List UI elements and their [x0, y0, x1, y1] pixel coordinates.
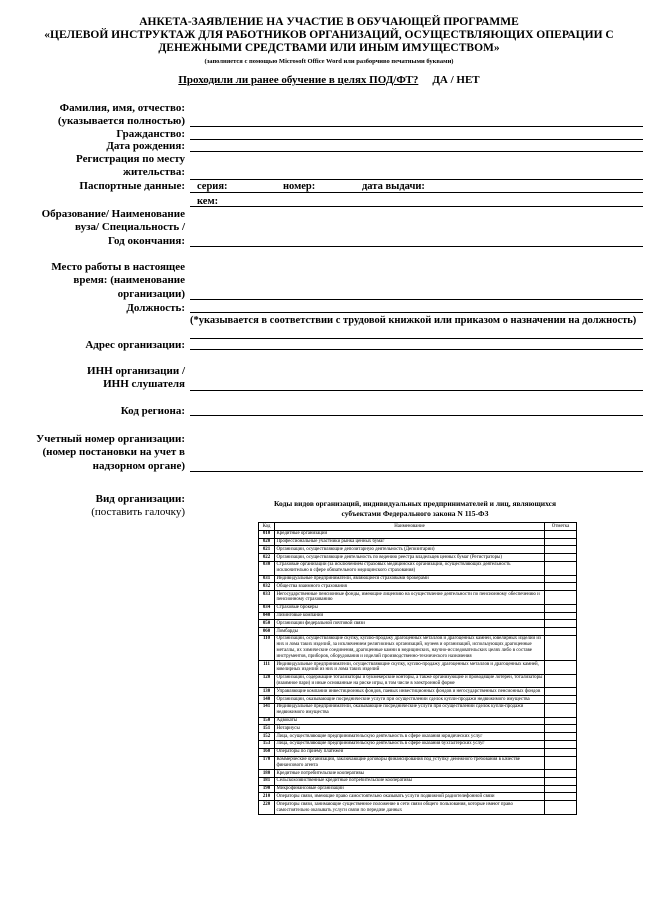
row-name: Операторы по приему платежей	[275, 748, 545, 756]
row-name: Негосударственные пенсионные фонды, имеющие лицензию на осуществление деятельности по пенсионному обеспечению и пенсионному страхованию	[275, 591, 545, 605]
table-row	[259, 538, 577, 546]
education-field[interactable]	[190, 246, 643, 247]
table-row	[259, 688, 577, 696]
registration-field[interactable]	[190, 179, 643, 180]
inn-field[interactable]	[190, 390, 643, 391]
row-mark-checkbox[interactable]	[545, 591, 577, 605]
fill-instructions: (заполняется с помощью Microsoft Office Word или разборчиво печатными буквами)	[204, 58, 454, 65]
workplace-label: Место работы в настоящее время: (наименование организации)	[51, 261, 185, 300]
row-code: 152	[259, 733, 275, 741]
citizenship-field[interactable]	[190, 139, 643, 140]
row-code: 150	[259, 717, 275, 725]
table-row	[259, 530, 577, 538]
org-address-field[interactable]	[190, 349, 643, 350]
row-name: Страховые организации (за исключением страховых медицинских организаций, осуществляющих деятельность исключительно в сфере обязательного медицинского страхования)	[275, 561, 545, 575]
title-line: «ЦЕЛЕВОЙ ИНСТРУКТАЖ ДЛЯ РАБОТНИКОВ ОРГАНИЗАЦИЙ, ОСУЩЕСТВЛЯЮЩИХ ОПЕРАЦИИ С	[44, 29, 614, 41]
row-code: 170	[259, 756, 275, 770]
row-mark-checkbox[interactable]	[545, 703, 577, 717]
row-mark-checkbox[interactable]	[545, 530, 577, 538]
row-mark-checkbox[interactable]	[545, 777, 577, 785]
table-row	[259, 801, 577, 815]
row-name: Индивидуальные предприниматели, оказывающие посреднические услуги при осуществлении сделок купли-продажи недвижимого имущества	[275, 703, 545, 717]
row-mark-checkbox[interactable]	[545, 628, 577, 636]
row-code: 050	[259, 620, 275, 628]
row-code: 031	[259, 575, 275, 583]
row-name: Сельскохозяйственные кредитные потребительские кооперативы	[275, 777, 545, 785]
region-code-field[interactable]	[190, 415, 643, 416]
row-mark-checkbox[interactable]	[545, 756, 577, 770]
row-mark-checkbox[interactable]	[545, 785, 577, 793]
row-name: Организации, осуществляющие скупку, куплю-продажу драгоценных металлов и драгоценных камней, ювелирных изделий из них и лома таких изделий, за исключением религиозных организаций, музеев и организаций, использующих драгоценные металлы, их химические соединения, драгоценные камни в медицинских, научно-исследовательских целях либо в составе инструментов, приборов, оборудования и изделий производственно-технического назначения	[275, 635, 545, 660]
org-type-label: Вид организации: (поставить галочку)	[91, 493, 185, 519]
row-code: 032	[259, 583, 275, 591]
passport-label: Паспортные данные:	[79, 180, 185, 192]
row-code: 181	[259, 777, 275, 785]
table-row	[259, 740, 577, 748]
passport-issuer-label: кем:	[197, 196, 219, 207]
table-row	[259, 628, 577, 636]
table-row	[259, 635, 577, 660]
row-name: Организации, оказывающие посреднические услуги при осуществлении сделок купли-продажи недвижимого имущества	[275, 696, 545, 704]
row-code: 141	[259, 703, 275, 717]
birth-date-field[interactable]	[190, 151, 643, 152]
row-code: 030	[259, 561, 275, 575]
title-line: АНКЕТА-ЗАЯВЛЕНИЕ НА УЧАСТИЕ В ОБУЧАЮЩЕЙ ПРОГРАММЕ	[139, 16, 519, 28]
row-mark-checkbox[interactable]	[545, 546, 577, 554]
position-note-line	[190, 338, 643, 339]
row-name: Управляющие компании инвестиционных фондов, паевых инвестиционных фондов и негосударственных пенсионных фондов	[275, 688, 545, 696]
passport-issuer-field[interactable]	[190, 206, 643, 207]
passport-date-label: дата выдачи:	[362, 181, 425, 192]
registration-label: Регистрация по месту жительства:	[76, 153, 185, 179]
row-mark-checkbox[interactable]	[545, 674, 577, 688]
table-row	[259, 785, 577, 793]
row-mark-checkbox[interactable]	[545, 538, 577, 546]
row-name: Организации федеральной почтовой связи	[275, 620, 545, 628]
row-name: Нотариусы	[275, 725, 545, 733]
header-name: Наименование	[275, 523, 545, 531]
table-row	[259, 604, 577, 612]
row-name: Общества взаимного страхования	[275, 583, 545, 591]
codes-table-title: Коды видов организаций, индивидуальных предпринимателей и лиц, являющихся субъектами Федерального закона N 115-ФЗ	[273, 499, 557, 518]
yes-no-answer[interactable]: ДА / НЕТ	[432, 74, 480, 86]
row-mark-checkbox[interactable]	[545, 717, 577, 725]
table-row	[259, 748, 577, 756]
table-row	[259, 756, 577, 770]
table-row	[259, 777, 577, 785]
table-row	[259, 575, 577, 583]
row-name: Индивидуальные предприниматели, являющиеся страховыми брокерами	[275, 575, 545, 583]
passport-number-label: номер:	[283, 181, 316, 192]
position-field[interactable]	[190, 312, 643, 313]
citizenship-label: Гражданство:	[116, 128, 185, 140]
row-mark-checkbox[interactable]	[545, 604, 577, 612]
row-code: 190	[259, 785, 275, 793]
region-code-label: Код региона:	[120, 405, 185, 417]
row-mark-checkbox[interactable]	[545, 575, 577, 583]
row-name: Операторы связи, занимающие существенное положение в сети связи общего пользования, которые имеют право самостоятельно оказывать услуги связи по передаче данных	[275, 801, 545, 815]
row-mark-checkbox[interactable]	[545, 740, 577, 748]
row-mark-checkbox[interactable]	[545, 770, 577, 778]
row-mark-checkbox[interactable]	[545, 733, 577, 741]
row-mark-checkbox[interactable]	[545, 583, 577, 591]
row-mark-checkbox[interactable]	[545, 748, 577, 756]
row-code: 140	[259, 696, 275, 704]
table-row	[259, 546, 577, 554]
row-name: Операторы связи, имеющие право самостоятельно оказывать услуги подвижной радиотелефонной связи	[275, 793, 545, 801]
table-row	[259, 696, 577, 704]
row-name: Профессиональные участники рынка ценных бумаг	[275, 538, 545, 546]
row-mark-checkbox[interactable]	[545, 801, 577, 815]
row-mark-checkbox[interactable]	[545, 635, 577, 660]
org-codes-table	[258, 522, 577, 815]
table-row	[259, 733, 577, 741]
row-mark-checkbox[interactable]	[545, 612, 577, 620]
row-name: Микрофинансовые организации	[275, 785, 545, 793]
row-name: Адвокаты	[275, 717, 545, 725]
row-code: 210	[259, 793, 275, 801]
workplace-field[interactable]	[190, 299, 643, 300]
position-label: Должность:	[126, 302, 185, 314]
row-code: 110	[259, 635, 275, 660]
org-address-label: Адрес организации:	[85, 339, 185, 351]
row-mark-checkbox[interactable]	[545, 661, 577, 675]
row-code: 033	[259, 591, 275, 605]
table-row	[259, 793, 577, 801]
table-row	[259, 554, 577, 562]
row-code: 130	[259, 688, 275, 696]
row-name: Организации, осуществляющие депозитарную деятельность (Депозитарии)	[275, 546, 545, 554]
passport-field[interactable]	[190, 192, 643, 193]
row-code: 180	[259, 770, 275, 778]
table-row	[259, 770, 577, 778]
row-code: 022	[259, 554, 275, 562]
row-name: Кредитные потребительские кооперативы	[275, 770, 545, 778]
row-name: Страховые брокеры	[275, 604, 545, 612]
row-mark-checkbox[interactable]	[545, 725, 577, 733]
account-number-field[interactable]	[190, 471, 643, 472]
row-code: 021	[259, 546, 275, 554]
row-name: Лица, осуществляющие предпринимательскую деятельность в сфере оказания бухгалтерских услуг	[275, 740, 545, 748]
position-note: (*указывается в соответствии с трудовой книжкой или приказом о назначении на должность)	[190, 315, 637, 326]
row-mark-checkbox[interactable]	[545, 696, 577, 704]
header-mark: Отметка	[545, 523, 577, 531]
fio-label: Фамилия, имя, отчество: (указывается полностью)	[57, 102, 185, 128]
row-code: 060	[259, 628, 275, 636]
row-mark-checkbox[interactable]	[545, 620, 577, 628]
header-code: Код	[259, 523, 275, 531]
fio-field[interactable]	[190, 126, 643, 127]
row-code: 010	[259, 530, 275, 538]
inn-label: ИНН организации / ИНН слушателя	[87, 365, 185, 391]
row-mark-checkbox[interactable]	[545, 793, 577, 801]
table-header-row	[259, 523, 577, 531]
row-mark-checkbox[interactable]	[545, 688, 577, 696]
table-row	[259, 612, 577, 620]
row-code: 034	[259, 604, 275, 612]
education-label: Образование/ Наименование вуза/ Специальность / Год окончания:	[41, 208, 185, 247]
row-code: 153	[259, 740, 275, 748]
table-row	[259, 620, 577, 628]
account-number-label: Учетный номер организации: (номер постановки на учет в надзорном органе)	[36, 433, 185, 472]
table-row	[259, 591, 577, 605]
birth-date-label: Дата рождения:	[106, 140, 185, 152]
row-code: 120	[259, 674, 275, 688]
table-row	[259, 703, 577, 717]
row-name: Коммерческие организации, заключающие договоры финансирования под уступку денежного требования в качестве финансового агента	[275, 756, 545, 770]
row-name: Организации, осуществляющие деятельность по ведению реестра владельцев ценных бумаг (Регистраторы)	[275, 554, 545, 562]
row-mark-checkbox[interactable]	[545, 561, 577, 575]
row-code: 151	[259, 725, 275, 733]
table-row	[259, 583, 577, 591]
row-mark-checkbox[interactable]	[545, 554, 577, 562]
table-row	[259, 717, 577, 725]
row-code: 040	[259, 612, 275, 620]
row-code: 220	[259, 801, 275, 815]
table-row	[259, 674, 577, 688]
row-name: Кредитные организации	[275, 530, 545, 538]
row-name: Лизинговые компании	[275, 612, 545, 620]
row-name: Ломбарды	[275, 628, 545, 636]
table-row	[259, 661, 577, 675]
row-name: Индивидуальные предприниматели, осуществляющие скупку, куплю-продажу драгоценных металлов и драгоценных камней, ювелирных изделий из них и лома таких изделий	[275, 661, 545, 675]
prior-training-question	[0, 74, 658, 86]
table-row	[259, 725, 577, 733]
table-row	[259, 561, 577, 575]
row-code: 111	[259, 661, 275, 675]
row-code: 020	[259, 538, 275, 546]
row-code: 160	[259, 748, 275, 756]
row-name: Организации, содержащие тотализаторы и букмекерские конторы, а также организующие и проводящие лотереи, тотализаторы (взаимное пари) и иные основанные на риске игры, в том числе в электронной форме	[275, 674, 545, 688]
title-line: ДЕНЕЖНЫМИ СРЕДСТВАМИ ИЛИ ИНЫМ ИМУЩЕСТВОМ»	[158, 42, 500, 54]
passport-series-label: серия:	[197, 181, 228, 192]
row-name: Лица, осуществляющие предпринимательскую деятельность в сфере оказания юридических услуг	[275, 733, 545, 741]
question-text: Проходили ли ранее обучение в целях ПОД/ФТ?	[178, 74, 419, 86]
